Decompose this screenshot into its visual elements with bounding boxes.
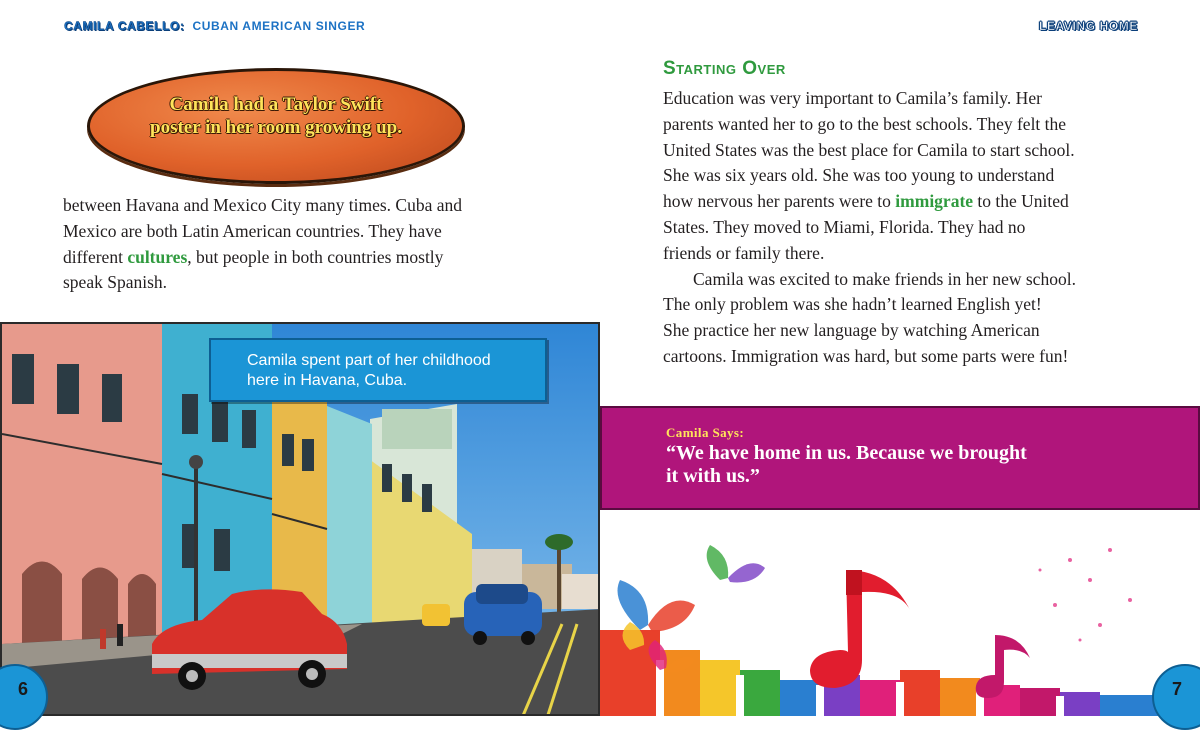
body-line: cartoons. Immigration was hard, but some parts were fun! <box>663 345 1069 366</box>
body-line: The only problem was she hadn’t learned English yet! <box>663 294 1042 315</box>
page-number-text: 7 <box>1171 679 1182 699</box>
body-line: United States was the best place for Camila to start school. <box>663 139 1075 160</box>
body-text-segment: how nervous her parents were to <box>663 191 896 212</box>
body-text-segment: to the United <box>973 191 1069 212</box>
quote-line: “We have home in us. Because we brought <box>666 442 1027 464</box>
left-page-body <box>63 193 533 296</box>
body-text-segment: different <box>63 246 128 267</box>
body-line: States. They moved to Miami, Florida. They had no <box>663 216 1026 237</box>
page-number-text: 6 <box>17 679 28 699</box>
caption-line: here in Havana, Cuba. <box>247 372 408 389</box>
quote-line: it with us.” <box>666 465 760 487</box>
body-line: Education was very important to Camila’s family. Her <box>663 88 1042 108</box>
photo-caption-box <box>209 338 547 402</box>
body-line: Camila was excited to make friends in her new school. <box>693 268 1076 289</box>
body-line <box>663 189 1153 215</box>
body-line: Mexico are both Latin American countries. They have <box>63 220 442 241</box>
body-line: speak Spanish. <box>63 272 168 293</box>
photo-caption <box>247 351 491 391</box>
right-page-body <box>663 86 1153 370</box>
section-heading: Starting Over <box>663 58 786 79</box>
music-decoration-svg <box>600 510 1200 716</box>
quote-text <box>666 442 1027 488</box>
body-line: parents wanted her to go to the best schools. They felt the <box>663 113 1067 134</box>
butterfly-icon <box>707 545 765 582</box>
caption-line: Camila spent part of her childhood <box>247 352 491 369</box>
body-line <box>63 245 533 271</box>
fun-fact-line: poster in her room growing up. <box>150 117 402 138</box>
body-text-segment: , but people in both countries mostly <box>187 246 444 267</box>
running-head-left <box>64 19 365 33</box>
book-subtitle: CUBAN AMERICAN SINGER <box>192 19 366 33</box>
body-line: She was six years old. She was too young to understand <box>663 165 1055 186</box>
fun-fact-line: Camila had a Taylor Swift <box>169 94 383 115</box>
fun-fact-bubble <box>87 68 465 184</box>
series-title: CAMILA CABELLO: <box>64 19 185 33</box>
vocab-word-cultures[interactable]: cultures <box>127 246 188 267</box>
quote-box <box>600 406 1200 510</box>
music-decoration <box>600 510 1200 716</box>
chapter-title: LEAVING HOME <box>1039 19 1138 33</box>
body-line: between Havana and Mexico City many times. Cuba and <box>63 195 462 215</box>
fun-fact-text <box>90 93 462 139</box>
vocab-word-immigrate[interactable]: immigrate <box>895 191 974 212</box>
quote-label: Camila Says: <box>666 425 745 440</box>
color-bars <box>600 630 1200 716</box>
music-note-icon <box>810 570 910 688</box>
body-line: She practice her new language by watching American <box>663 320 1040 341</box>
body-line: friends or family there. <box>663 242 825 263</box>
